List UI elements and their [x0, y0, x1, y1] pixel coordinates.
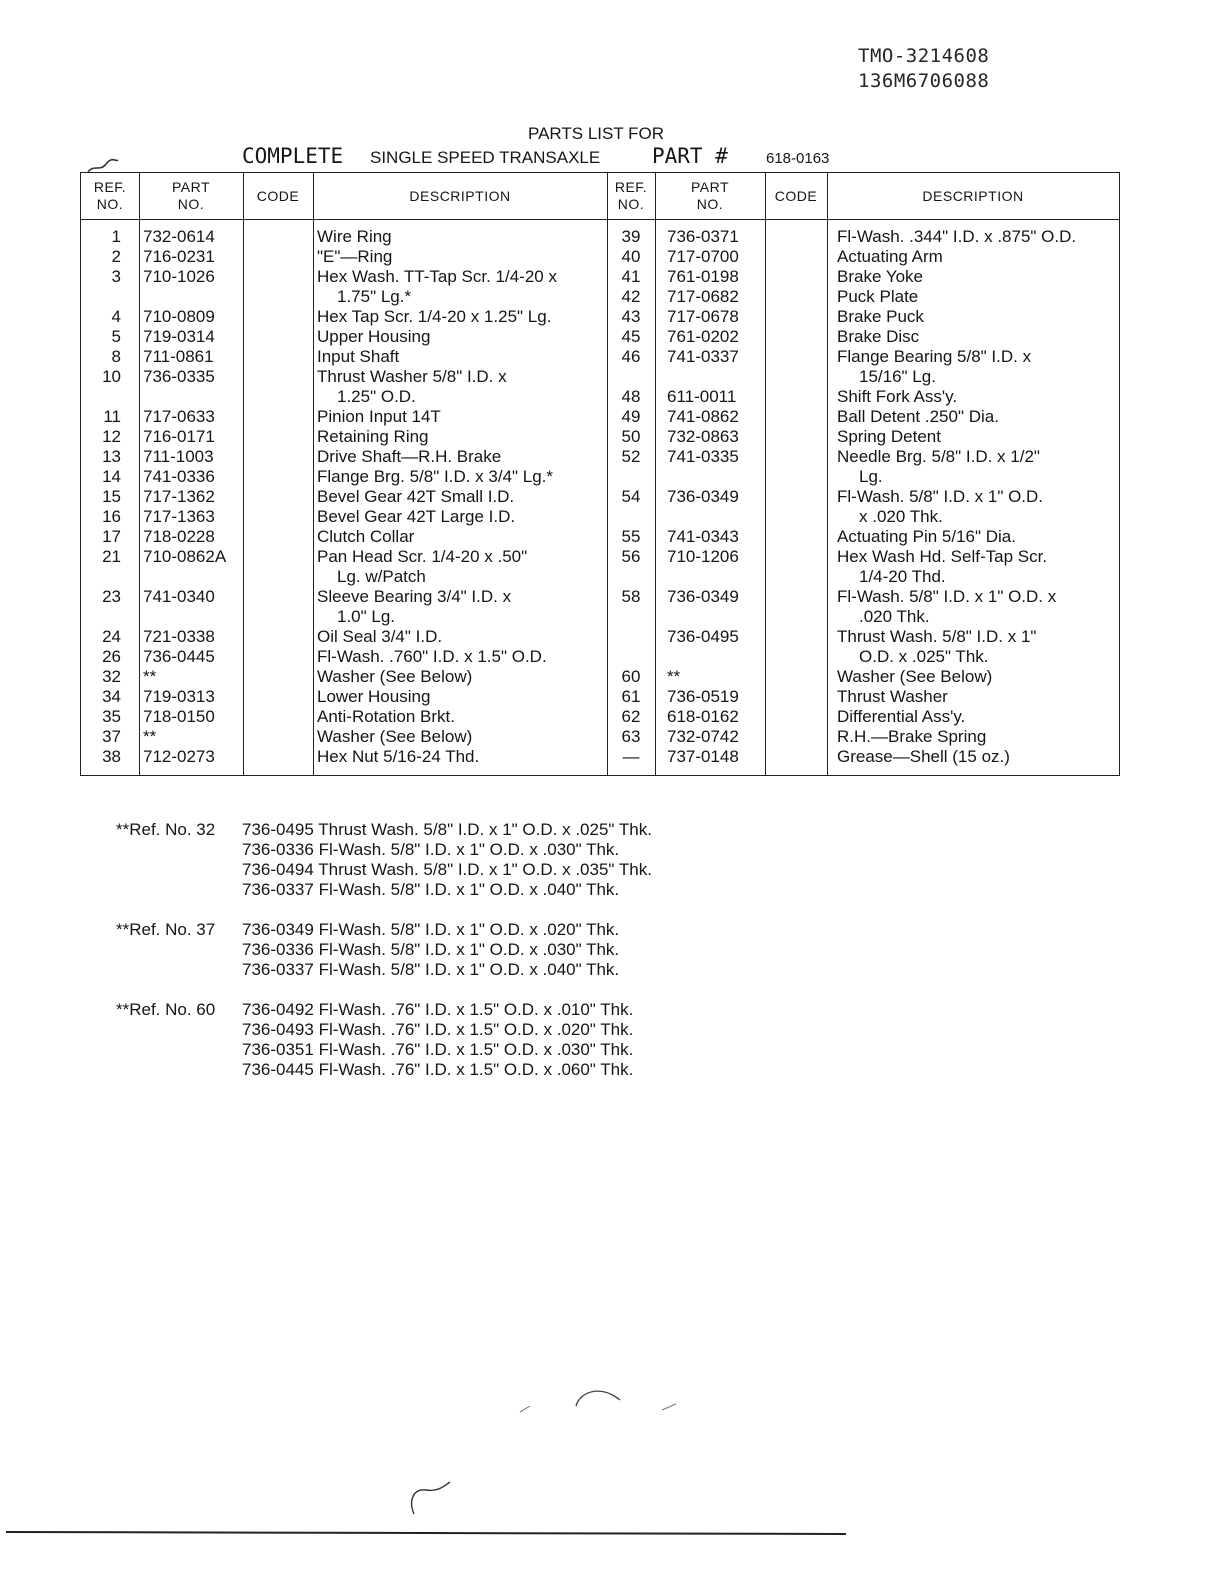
- description: Brake Disc: [837, 327, 920, 346]
- part-number: 732-0614: [143, 227, 215, 246]
- description: Actuating Arm: [837, 247, 943, 266]
- description: Anti-Rotation Brkt.: [317, 707, 455, 726]
- description: "E"—Ring: [317, 247, 393, 266]
- table-row: [81, 647, 1119, 667]
- description: Bevel Gear 42T Large I.D.: [317, 507, 516, 526]
- parts-list-heading: PARTS LIST FOR: [528, 124, 665, 143]
- washer-notes: [116, 820, 652, 1100]
- part-number: 741-0343: [667, 527, 739, 546]
- table-row: [81, 387, 1119, 407]
- part-number: 721-0338: [143, 627, 215, 646]
- note-item: 736-0494 Thrust Wash. 5/8" I.D. x 1" O.D. x .035" Thk.: [242, 860, 652, 879]
- part-number: 717-1362: [143, 487, 215, 506]
- ref-number: 15: [102, 487, 121, 506]
- description: x .020 Thk.: [859, 507, 943, 526]
- header-code-right: CODE: [774, 187, 818, 204]
- description: 1.25" O.D.: [337, 387, 416, 406]
- description: Lg.: [859, 467, 883, 486]
- description: Fl-Wash. 5/8" I.D. x 1" O.D.: [837, 487, 1044, 506]
- ref-number: —: [622, 747, 640, 766]
- description: 15/16" Lg.: [859, 367, 936, 386]
- description: Brake Puck: [837, 307, 924, 326]
- part-number: 710-1026: [143, 267, 215, 286]
- part-number: 717-1363: [143, 507, 215, 526]
- note-item: 736-0493 Fl-Wash. .76" I.D. x 1.5" O.D. x .020" Thk.: [242, 1020, 634, 1039]
- description: Grease—Shell (15 oz.): [837, 747, 1010, 766]
- document-id-block: [858, 44, 1078, 94]
- description: Washer (See Below): [317, 667, 473, 686]
- parts-list-subheading: [242, 144, 962, 172]
- description: Actuating Pin 5/16" Dia.: [837, 527, 1016, 546]
- description: 1.75" Lg.*: [337, 287, 412, 306]
- description: Flange Brg. 5/8" I.D. x 3/4" Lg.*: [317, 467, 554, 486]
- part-number: **: [143, 727, 157, 746]
- header-ref-left: REF. NO.: [93, 179, 127, 212]
- description: Brake Yoke: [837, 267, 924, 286]
- part-number: 732-0742: [667, 727, 739, 746]
- table-row: [81, 587, 1119, 607]
- part-number: **: [667, 667, 681, 686]
- ref-number: 24: [102, 627, 121, 646]
- ref-number: 63: [621, 727, 641, 746]
- description: Flange Bearing 5/8" I.D. x: [837, 347, 1032, 366]
- part-number: 710-0862A: [143, 547, 227, 566]
- header-part-right: PART NO.: [690, 179, 730, 212]
- description: Fl-Wash. 5/8" I.D. x 1" O.D. x: [837, 587, 1057, 606]
- part-number: 741-0862: [667, 407, 739, 426]
- table-row: [81, 707, 1119, 727]
- part-number: 717-0678: [667, 307, 739, 326]
- description: Fl-Wash. .760" I.D. x 1.5" O.D.: [317, 647, 547, 666]
- part-number: 732-0863: [667, 427, 739, 446]
- parts-table: [80, 172, 1120, 776]
- table-row: [81, 727, 1119, 747]
- table-row: [81, 667, 1119, 687]
- part-number: 716-0171: [143, 427, 215, 446]
- ref-number: 42: [621, 287, 641, 306]
- description: Ball Detent .250" Dia.: [837, 407, 999, 426]
- table-row: [81, 227, 1119, 247]
- pen-mark: [516, 1384, 686, 1420]
- part-number: 736-0519: [667, 687, 739, 706]
- header-code-left: CODE: [256, 187, 300, 204]
- part-number: 741-0340: [143, 587, 215, 606]
- part-number: 712-0273: [143, 747, 215, 766]
- header-ref-right: REF. NO.: [614, 179, 648, 212]
- description: Needle Brg. 5/8" I.D. x 1/2": [837, 447, 1040, 466]
- description: Differential Ass'y.: [837, 707, 966, 726]
- description: Bevel Gear 42T Small I.D.: [317, 487, 515, 506]
- note-block: [116, 820, 652, 900]
- description: Retaining Ring: [317, 427, 429, 446]
- part-number: 736-0445: [143, 647, 215, 666]
- table-row: [81, 427, 1119, 447]
- part-number: 736-0349: [667, 487, 739, 506]
- part-number: 710-1206: [667, 547, 739, 566]
- description: 1/4-20 Thd.: [859, 567, 946, 586]
- description: Clutch Collar: [317, 527, 415, 546]
- table-row: [81, 287, 1119, 307]
- description: Upper Housing: [317, 327, 431, 346]
- ref-number: 55: [621, 527, 641, 546]
- ref-number: 2: [111, 247, 121, 266]
- table-row: [81, 627, 1119, 647]
- ref-number: 62: [621, 707, 641, 726]
- description: Sleeve Bearing 3/4" I.D. x: [317, 587, 512, 606]
- table-row: [81, 467, 1119, 487]
- description: Pan Head Scr. 1/4-20 x .50": [317, 547, 528, 566]
- ref-number: 11: [103, 407, 121, 426]
- description: O.D. x .025" Thk.: [859, 647, 989, 666]
- ref-number: 45: [621, 327, 641, 346]
- ref-number: 35: [102, 707, 121, 726]
- part-number: 736-0495: [667, 627, 739, 646]
- description: Oil Seal 3/4" I.D.: [317, 627, 443, 646]
- part-number: 618-0162: [667, 707, 739, 726]
- part-number: 710-0809: [143, 307, 215, 326]
- document-id-2: 136M6706088: [858, 70, 990, 92]
- part-number: 736-0371: [667, 227, 739, 246]
- table-row: [81, 687, 1119, 707]
- description: Drive Shaft—R.H. Brake: [317, 447, 502, 466]
- part-number: 736-0335: [143, 367, 215, 386]
- ref-number: 39: [621, 227, 641, 246]
- description: Hex Nut 5/16-24 Thd.: [317, 747, 480, 766]
- description: Thrust Wash. 5/8" I.D. x 1": [837, 627, 1037, 646]
- part-number: 611-0011: [667, 387, 737, 406]
- ref-number: 60: [621, 667, 641, 686]
- ref-number: 37: [102, 727, 121, 746]
- table-row: [81, 487, 1119, 507]
- part-number: 711-0861: [143, 347, 214, 366]
- description: Spring Detent: [837, 427, 941, 446]
- ref-number: 17: [102, 527, 121, 546]
- part-number: 718-0228: [143, 527, 215, 546]
- pen-mark: [404, 1478, 454, 1518]
- part-number: 717-0633: [143, 407, 215, 426]
- ref-number: 1: [111, 227, 121, 246]
- ref-number: 43: [621, 307, 641, 326]
- description: Shift Fork Ass'y.: [837, 387, 958, 406]
- description: Puck Plate: [837, 287, 919, 306]
- ref-number: 61: [621, 687, 641, 706]
- note-item: 736-0337 Fl-Wash. 5/8" I.D. x 1" O.D. x .040" Thk.: [242, 880, 620, 899]
- ref-number: 8: [111, 347, 121, 366]
- part-number: 719-0314: [143, 327, 215, 346]
- header-description-left: DESCRIPTION: [409, 187, 511, 204]
- note-item: 736-0337 Fl-Wash. 5/8" I.D. x 1" O.D. x .040" Thk.: [242, 960, 620, 979]
- pen-mark: [86, 158, 120, 176]
- part-number-label: PART #: [652, 144, 728, 168]
- part-number: 761-0198: [667, 267, 739, 286]
- note-ref: **Ref. No. 32: [116, 820, 216, 839]
- bottom-rule: [6, 1530, 846, 1536]
- table-row: [81, 447, 1119, 467]
- description: Thrust Washer 5/8" I.D. x: [317, 367, 507, 386]
- ref-number: 41: [621, 267, 641, 286]
- note-item: 736-0495 Thrust Wash. 5/8" I.D. x 1" O.D. x .025" Thk.: [242, 820, 652, 839]
- ref-number: 4: [111, 307, 121, 326]
- table-row: [81, 367, 1119, 387]
- ref-number: 23: [102, 587, 121, 606]
- ref-number: 16: [102, 507, 121, 526]
- table-row: [81, 307, 1119, 327]
- table-row: [81, 507, 1119, 527]
- description: Washer (See Below): [317, 727, 473, 746]
- note-block: [116, 1000, 652, 1080]
- transaxle-title: SINGLE SPEED TRANSAXLE: [370, 148, 601, 167]
- ref-number: 32: [102, 667, 121, 686]
- description: Hex Tap Scr. 1/4-20 x 1.25" Lg.: [317, 307, 552, 326]
- handwritten-complete: COMPLETE: [242, 144, 344, 168]
- table-row: [81, 267, 1119, 287]
- ref-number: 34: [102, 687, 121, 706]
- note-ref: **Ref. No. 60: [116, 1000, 216, 1019]
- description: Lower Housing: [317, 687, 431, 706]
- part-number: 716-0231: [143, 247, 215, 266]
- part-number: 761-0202: [667, 327, 739, 346]
- note-item: 736-0492 Fl-Wash. .76" I.D. x 1.5" O.D. x .010" Thk.: [242, 1000, 634, 1019]
- table-row: [81, 347, 1119, 367]
- table-header: [81, 173, 1119, 220]
- description: Fl-Wash. .344" I.D. x .875" O.D.: [837, 227, 1077, 246]
- ref-number: 54: [621, 487, 641, 506]
- ref-number: 52: [621, 447, 641, 466]
- ref-number: 26: [102, 647, 121, 666]
- ref-number: 56: [621, 547, 641, 566]
- table-row: [81, 607, 1119, 627]
- description: R.H.—Brake Spring: [837, 727, 987, 746]
- note-item: 736-0349 Fl-Wash. 5/8" I.D. x 1" O.D. x .020" Thk.: [242, 920, 620, 939]
- table-row: [81, 327, 1119, 347]
- ref-number: 13: [102, 447, 121, 466]
- description: Input Shaft: [317, 347, 400, 366]
- ref-number: 58: [621, 587, 641, 606]
- note-item: 736-0351 Fl-Wash. .76" I.D. x 1.5" O.D. x .030" Thk.: [242, 1040, 634, 1059]
- header-part-left: PART NO.: [171, 179, 211, 212]
- part-number: **: [143, 667, 157, 686]
- table-row: [81, 547, 1119, 567]
- note-item: 736-0445 Fl-Wash. .76" I.D. x 1.5" O.D. x .060" Thk.: [242, 1060, 634, 1079]
- part-number: 737-0148: [667, 747, 739, 766]
- ref-number: 10: [102, 367, 121, 386]
- note-ref: **Ref. No. 37: [116, 920, 216, 939]
- description: Lg. w/Patch: [337, 567, 426, 586]
- description: .020 Thk.: [859, 607, 930, 626]
- part-number: 741-0335: [667, 447, 739, 466]
- part-number: 741-0337: [667, 347, 739, 366]
- part-number: 719-0313: [143, 687, 215, 706]
- part-number: 717-0700: [667, 247, 739, 266]
- description: Thrust Washer: [837, 687, 948, 706]
- ref-number: 5: [111, 327, 121, 346]
- ref-number: 49: [621, 407, 641, 426]
- part-number: 717-0682: [667, 287, 739, 306]
- document-id-1: TMO-3214608: [858, 45, 990, 67]
- ref-number: 14: [102, 467, 121, 486]
- ref-number: 40: [621, 247, 641, 266]
- ref-number: 48: [621, 387, 641, 406]
- description: Wire Ring: [317, 227, 392, 246]
- table-row: [81, 567, 1119, 587]
- description: Washer (See Below): [837, 667, 993, 686]
- note-item: 736-0336 Fl-Wash. 5/8" I.D. x 1" O.D. x .030" Thk.: [242, 840, 620, 859]
- ref-number: 3: [111, 267, 121, 286]
- table-row: [81, 247, 1119, 267]
- part-number-value: 618-0163: [766, 150, 830, 167]
- description: Pinion Input 14T: [317, 407, 441, 426]
- ref-number: 12: [102, 427, 121, 446]
- table-row: [81, 407, 1119, 427]
- note-item: 736-0336 Fl-Wash. 5/8" I.D. x 1" O.D. x .030" Thk.: [242, 940, 620, 959]
- note-block: [116, 920, 652, 980]
- part-number: 741-0336: [143, 467, 215, 486]
- description: Hex Wash. TT-Tap Scr. 1/4-20 x: [317, 267, 557, 286]
- table-row: [81, 527, 1119, 547]
- description: Hex Wash Hd. Self-Tap Scr.: [837, 547, 1048, 566]
- ref-number: 50: [621, 427, 641, 446]
- ref-number: 21: [102, 547, 121, 566]
- header-description-right: DESCRIPTION: [922, 187, 1024, 204]
- description: 1.0" Lg.: [337, 607, 396, 626]
- part-number: 736-0349: [667, 587, 739, 606]
- ref-number: 46: [621, 347, 641, 366]
- table-row: [81, 747, 1119, 767]
- part-number: 718-0150: [143, 707, 215, 726]
- ref-number: 38: [102, 747, 121, 766]
- part-number: 711-1003: [143, 447, 214, 466]
